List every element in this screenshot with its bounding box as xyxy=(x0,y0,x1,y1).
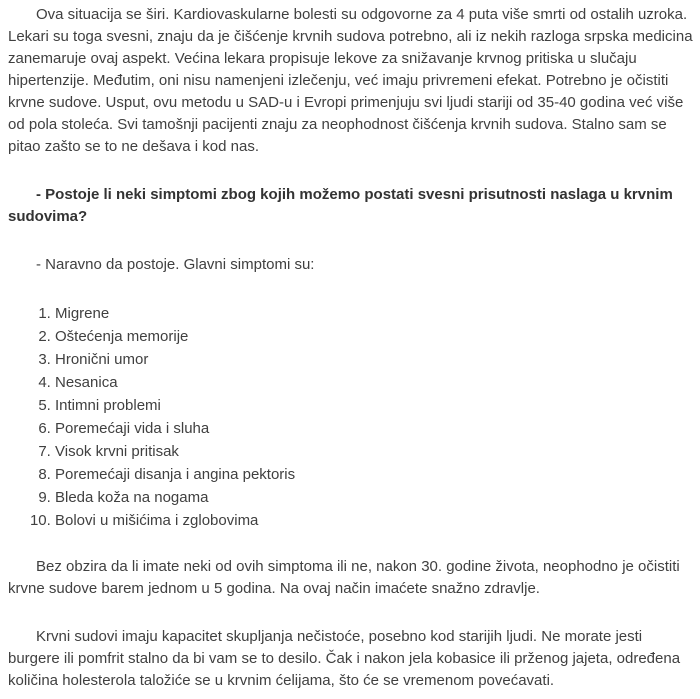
answer-intro: - Naravno da postoje. Glavni simptomi su: xyxy=(36,256,315,273)
symptom-list-item: 9. Bleda koža na nogama xyxy=(55,486,694,509)
closing-paragraph: Krvni sudovi imaju kapacitet skupljanja nečistoće, posebno kod starijih ljudi. Ne morate jesti burgere ili pomfrit stalno da bi vam se to desilo. Čak i nakon jela kobasice ili prženog jajeta, određena količina holesterola taložiće se u krvnim ćelijama, što će se vremenom povećavati. xyxy=(8,628,681,689)
symptom-list-item: 2. Oštećenja memorije xyxy=(55,325,694,348)
symptom-list-item: 1. Migrene xyxy=(55,302,694,325)
advice-paragraph: Bez obzira da li imate neki od ovih simptoma ili ne, nakon 30. godine života, neophodno je očistiti krvne sudove barem jednom u 5 godina. Na ovaj način imaćete snažno zdravlje. xyxy=(8,558,680,597)
symptom-list-item: 4. Nesanica xyxy=(55,371,694,394)
symptom-list-item: 10. Bolovi u mišićima i zglobovima xyxy=(55,509,694,532)
symptoms-list xyxy=(8,302,694,532)
question-heading: - Postoje li neki simptomi zbog kojih možemo postati svesni prisutnosti naslaga u krvnim sudovima? xyxy=(8,186,673,225)
symptom-list-item: 5. Intimni problemi xyxy=(55,394,694,417)
symptom-list-item: 8. Poremećaji disanja i angina pektoris xyxy=(55,463,694,486)
intro-paragraph: Ova situacija se širi. Kardiovaskularne bolesti su odgovorne za 4 puta više smrti od ostalih uzroka. Lekari su toga svesni, znaju da je čišćenje krvnih sudova potrebno, ali iz nekih razloga srpska medicina zanemaruje ovaj aspekt. Većina lekara propisuje lekove za snižavanje krvnog pritiska u slučaju hipertenzije. Međutim, oni nisu namenjeni izlečenju, već imaju privremeni efekat. Potrebno je očistiti krvne sudove. Usput, ovu metodu u SAD-u i Evropi primenjuju svi ljudi stariji od 35-40 godina već više od pola stoleća. Svi tamošnji pacijenti znaju za neophodnost čišćenja krvnih sudova. Stalno sam se pitao zašto se to ne dešava i kod nas. xyxy=(8,6,693,155)
article-body xyxy=(8,4,694,692)
symptom-list-item: 3. Hronični umor xyxy=(55,348,694,371)
symptom-list-item: 7. Visok krvni pritisak xyxy=(55,440,694,463)
symptom-list-item: 6. Poremećaji vida i sluha xyxy=(55,417,694,440)
